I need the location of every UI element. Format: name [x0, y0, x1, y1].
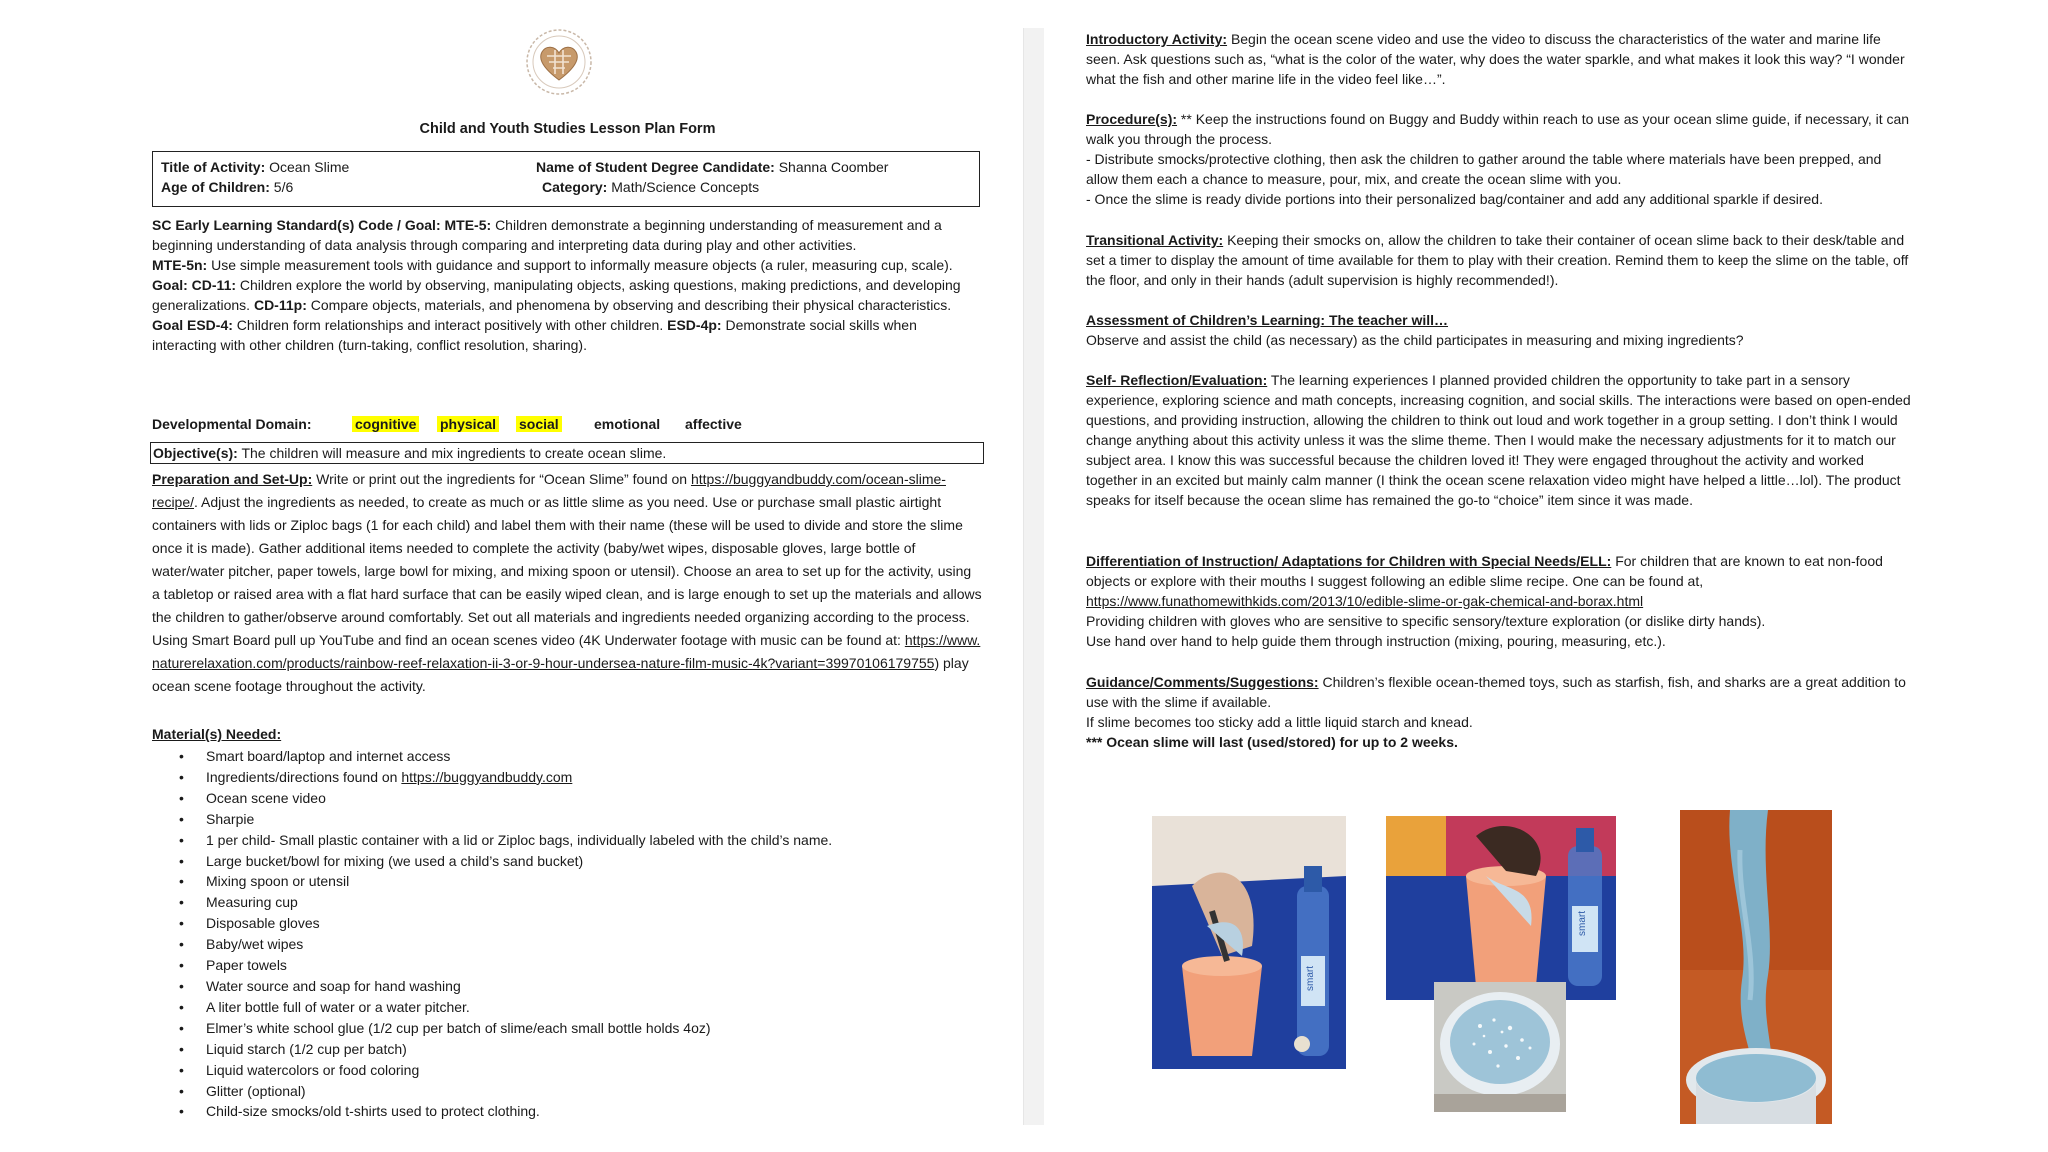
activity-title-row: [161, 159, 349, 175]
prep-text-3: ) play ocean scene footage throughout the activity.: [152, 655, 969, 694]
differentiation-text: For children that are known to eat non-food objects or explore with their mouths I suggest following an edible slime recipe. One can be found at,: [1086, 553, 1883, 589]
list-item: • Measuring cup: [206, 892, 982, 913]
list-item: • Mixing spoon or utensil: [206, 871, 982, 892]
differentiation: [1086, 551, 1916, 651]
form-title: Child and Youth Studies Lesson Plan Form: [419, 121, 716, 137]
list-item: • Liquid watercolors or food coloring: [206, 1060, 982, 1081]
list-item: • Glitter (optional): [206, 1081, 982, 1102]
objective-text: The children will measure and mix ingredients to create ocean slime.: [241, 445, 667, 461]
list-item: • Paper towels: [206, 955, 982, 976]
differentiation-label: Differentiation of Instruction/ Adaptations for Children with Special Needs/ELL:: [1086, 553, 1612, 569]
domain-affective: affective: [685, 416, 742, 432]
candidate-label: Name of Student Degree Candidate:: [536, 159, 775, 175]
edible-slime-link[interactable]: https://www.funathomewithkids.com/2013/10/edible-slime-or-gak-chemical-and-borax.html: [1086, 593, 1644, 609]
guidance-text: Children’s flexible ocean-themed toys, such as starfish, fish, and sharks are a great addition to use with the slime if available.: [1086, 674, 1906, 710]
category-row: [542, 179, 759, 195]
guidance-label: Guidance/Comments/Suggestions:: [1086, 674, 1319, 690]
bottle-label-text: smart: [1305, 966, 1316, 991]
list-item: • Ocean scene video: [206, 788, 982, 809]
materials-section: [152, 724, 982, 1122]
activity-title-value: Ocean Slime: [269, 159, 350, 175]
procedures: [1086, 109, 1916, 209]
differentiation-line-3: Use hand over hand to help guide them through instruction (mixing, pouring, measuring, etc.).: [1086, 633, 1666, 649]
transition-text: Keeping their smocks on, allow the children to take their container of ocean slime back to their desk/table and set a timer to display the amount of time available for them to play with their creation. Remind them to keep the slime on the table, off the floor, and only in their hands (adult supervision is highly recommended!).: [1086, 232, 1909, 288]
list-item: • Large bucket/bowl for mixing (we used a child’s sand bucket): [206, 851, 982, 872]
transition-label: Transitional Activity:: [1086, 232, 1224, 248]
procedure-step-1: - Distribute smocks/protective clothing, then ask the children to gather around the table where materials have been prepped, and allow them each a chance to measure, pour, mix, and create the ocean slime with you.: [1086, 151, 1882, 187]
standard-mte5: SC Early Learning Standard(s) Code / Goal: MTE-5: Children demonstrate a beginning understanding of measurement and a beginning understanding of data analysis through comparing and interpreting data during play and other activities.: [152, 217, 942, 253]
heart-logo-icon: [525, 28, 593, 96]
buggyandbuddy-link[interactable]: https://buggyandbuddy.com: [401, 768, 573, 785]
domain-physical: physical: [437, 416, 499, 432]
assessment-label: Assessment of Children’s Learning: The teacher will…: [1086, 312, 1449, 328]
objective-label: Objective(s):: [153, 445, 238, 461]
list-item: • 1 per child- Small plastic container with a lid or Ziploc bags, individually labeled with the child’s name.: [206, 830, 982, 851]
recipe-link[interactable]: https://buggyandbuddy.com/ocean-slime-recipe/: [152, 471, 946, 510]
procedure-text: ** Keep the instructions found on Buggy and Buddy within reach to use as your ocean slime guide, if necessary, it can walk you through the process.: [1086, 111, 1910, 147]
guidance-line-2: If slime becomes too sticky add a little liquid starch and knead.: [1086, 714, 1473, 730]
list-item: • Ingredients/directions found on https://buggyandbuddy.com: [206, 767, 982, 788]
intro-label: Introductory Activity:: [1086, 31, 1228, 47]
assessment: [1086, 310, 1916, 350]
bottle-label-text-2: smart: [1577, 911, 1588, 936]
mixing-bucket-photo-1: [1152, 816, 1346, 1069]
glitter-slime-bowl-photo: [1434, 982, 1566, 1112]
domain-cognitive: cognitive: [352, 416, 419, 432]
assessment-text: Observe and assist the child (as necessary) as the child participates in measuring and mixing ingredients?: [1086, 332, 1744, 348]
mixing-bucket-photo-2: [1386, 816, 1616, 1000]
transitional-activity: [1086, 230, 1916, 290]
age-label: Age of Children:: [161, 179, 270, 195]
page-divider: [1023, 28, 1044, 1125]
learning-standards: [152, 215, 982, 355]
list-item: • Child-size smocks/old t-shirts used to protect clothing.: [206, 1101, 982, 1122]
objective-box: [150, 442, 984, 464]
intro-text: Begin the ocean scene video and use the video to discuss the characteristics of the water and marine life seen. Ask questions such as, “what is the color of the water, why does the water sparkle, and what makes it look this way? “I wonder what the fish and other marine life in the video feel like…”.: [1086, 31, 1905, 87]
stretching-slime-photo: [1680, 810, 1832, 1124]
prep-text-1: Write or print out the ingredients for “Ocean Slime” found on: [316, 471, 688, 487]
materials-label: Material(s) Needed:: [152, 726, 282, 742]
activity-title-label: Title of Activity:: [161, 159, 266, 175]
list-item: • Liquid starch (1/2 cup per batch): [206, 1039, 982, 1060]
list-item: • Elmer’s white school glue (1/2 cup per batch of slime/each small bottle holds 4oz): [206, 1018, 982, 1039]
procedure-step-2: - Once the slime is ready divide portions into their personalized bag/container and add any additional sparkle if desired.: [1086, 191, 1823, 207]
age-value: 5/6: [273, 179, 294, 195]
candidate-row: [536, 159, 888, 175]
self-reflection: [1086, 370, 1916, 510]
candidate-value: Shanna Coomber: [778, 159, 889, 175]
preparation-section: [152, 468, 982, 698]
differentiation-line-2: Providing children with gloves who are sensitive to specific sensory/texture exploration (or dislike dirty hands).: [1086, 613, 1766, 629]
prep-text-2: . Adjust the ingredients as needed, to create as much or as little slime as you need. Use or purchase small plastic airtight containers with lids or Ziploc bags (1 for each child) and label them with their name (these will be used to divide and store the slime once it is made). Gather additional items needed to complete the activity (baby/wet wipes, disposable gloves, large bottle of water/water pitcher, paper towels, large bowl for mixing, and mixing spoon or utensil). Choose an area to set up for the activity, using a tabletop or raised area with a flat hard surface that can be easily wiped clean, and is large enough to set up the materials and allows the children to gather/observe around comfortably. Set out all materials and ingredients needed organizing according to the process. Using Smart Board pull up YouTube and find an ocean scenes video (4K Underwater footage with music can be found at:: [152, 494, 982, 648]
domain-emotional: emotional: [594, 416, 661, 432]
prep-label: Preparation and Set-Up:: [152, 471, 313, 487]
list-item: • A liter bottle full of water or a water pitcher.: [206, 997, 982, 1018]
list-item: • Sharpie: [206, 809, 982, 830]
category-label: Category:: [542, 179, 608, 195]
procedure-label: Procedure(s):: [1086, 111, 1178, 127]
list-item: • Water source and soap for hand washing: [206, 976, 982, 997]
introductory-activity: [1086, 29, 1916, 89]
reflection-label: Self- Reflection/Evaluation:: [1086, 372, 1268, 388]
domain-social: social: [516, 416, 562, 432]
reflection-text: The learning experiences I planned provided children the opportunity to take part in a sensory experience, exploring science and math concepts, increasing cognition, and social skills. The interactions were based on open-ended questions, and providing instruction, allowing the children to think out loud and work together in a group setting. I don’t think I would change anything about this activity unless it was the slime theme. Then I would make the necessary adjustments for it to match our subject area. I know this was successful because the children loved it! They were engaged throughout the activity and worked together in an excited but mainly calm manner (I think the ocean scene relaxation video might have helped a little…lol). The product speaks for itself because the ocean slime has remained the go-to “choice” item since it was made.: [1086, 372, 1911, 508]
list-item: • Disposable gloves: [206, 913, 982, 934]
list-item: • Baby/wet wipes: [206, 934, 982, 955]
standard-mte5n: MTE-5n: Use simple measurement tools with guidance and support to informally measure objects (a ruler, measuring cup, scale).: [152, 257, 953, 273]
guidance: [1086, 672, 1916, 752]
standard-esd4: Goal ESD-4: Children form relationships and interact positively with other children. ESD-4p: Demonstrate social skills when interacting with other children (turn-taking, conflict resolution, sharing).: [152, 317, 917, 353]
category-value: Math/Science Concepts: [611, 179, 760, 195]
domain-label: Developmental Domain:: [152, 416, 312, 432]
list-item: • Smart board/laptop and internet access: [206, 746, 982, 767]
guidance-line-3: *** Ocean slime will last (used/stored) for up to 2 weeks.: [1086, 734, 1458, 750]
materials-list: [152, 746, 982, 1122]
age-row: [161, 179, 293, 195]
standard-cd11: Goal: CD-11: Children explore the world by observing, manipulating objects, asking questions, making predictions, and developing generalizations. CD-11p: Compare objects, materials, and phenomena by observing and describing their physical characteristics.: [152, 277, 961, 313]
activity-info-box: [152, 151, 980, 207]
video-link[interactable]: https://www.naturerelaxation.com/products/rainbow-reef-relaxation-ii-3-or-9-hour-undersea-nature-film-music-4k?variant=39970106179755: [152, 632, 981, 671]
